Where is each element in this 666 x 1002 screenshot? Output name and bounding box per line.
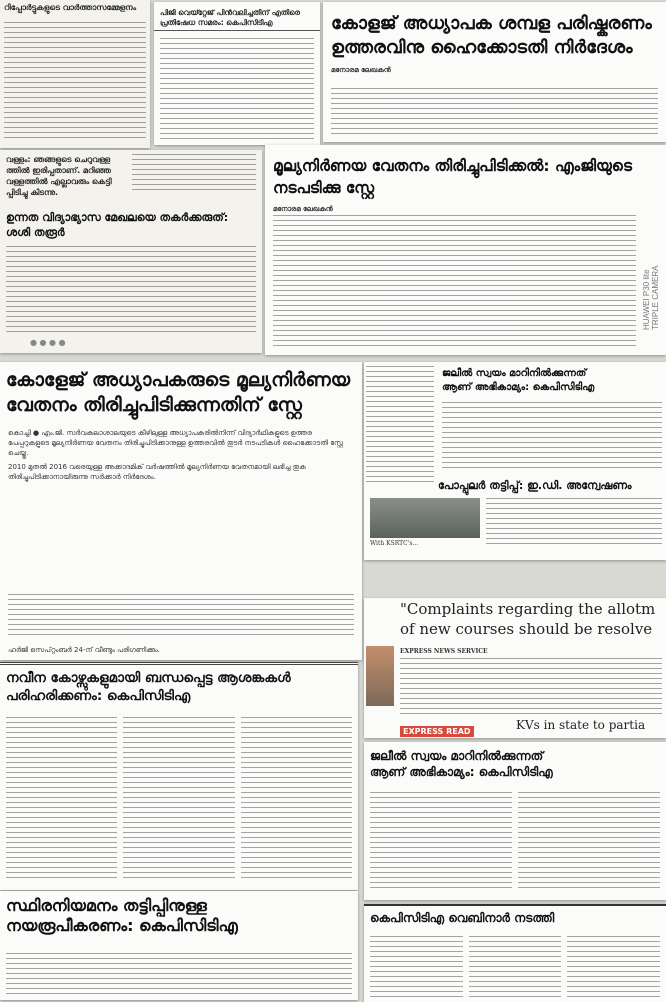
clipping-7b [364,598,666,738]
clipping-10 [0,891,358,1000]
clipping-7-text [442,402,662,472]
clipping-10-headline-1: സ്ഥിരനിയമനം തട്ടിപ്പിനുള്ള [6,896,207,915]
watermark-text [642,266,660,330]
clipping-7-sidebar-text [366,366,434,486]
clipping-11-col-2 [469,936,562,1000]
clipping-7-quote-1: "Complaints regarding the allotm [400,600,656,618]
watermark-line-1: HUAWEI P30 lite [642,269,651,330]
clipping-11-columns [370,936,660,1000]
clipping-8-col-3 [241,717,352,882]
clipping-4-text [6,246,256,333]
carousel-dots: ● ● ● ● [30,338,66,347]
clipping-5-headline: മൂല്യനിർണയ വേതനം തിരിച്ചുപിടിക്കൽ: എംജിയുടെ നടപടിക്കു സ്റ്റേ [273,157,632,197]
clipping-10-text [6,953,352,998]
clipping-7-text-3 [400,658,662,718]
clipping-7-text-2 [486,498,662,548]
clipping-11-col-1 [370,936,463,1000]
clipping-8 [0,662,358,890]
clipping-1-text [4,22,146,142]
clipping-5-byline: മനോരമ ലേഖകൻ [273,205,333,213]
clipping-1-headline: റിപ്പോർട്ടുകളുടെ വാർത്താസമ്മേളനം [4,3,137,12]
clipping-8-headline-1: നവീന കോഴ്സുകളുമായി ബന്ധപ്പെട്ട ആശങ്കകൾ [6,670,291,686]
clipping-1 [0,0,150,148]
clipping-6-headline: കോളേജ് അധ്യാപകരുടെ മൂല്യനിർണയ വേതനം തിരിച്ചുപിടിക്കുന്നതിന് സ്റ്റേ [6,369,351,416]
clipping-2-text [160,38,314,139]
camera-watermark [640,210,662,340]
clipping-3 [323,2,666,142]
clipping-4-headline: ഉന്നത വിദ്യാഭ്യാസ മേഖലയെ തകർക്കരുത്: ശശി തരൂർ [6,211,229,239]
watermark-line-2: TRIPLE CAMERA [651,265,660,330]
clipping-7-photo [370,498,480,538]
clipping-9 [364,742,666,900]
clipping-7-kicker: EXPRESS READ [400,726,474,737]
clipping-3-text [331,88,658,136]
clipping-8-columns [6,717,352,882]
clipping-4 [0,150,262,353]
clipping-9-headline-1: ജലീൽ സ്വയം മാറിനിൽക്കുന്നത് [370,749,544,763]
clipping-7 [364,362,666,560]
clipping-2 [154,2,320,145]
clipping-11 [364,904,666,1002]
clipping-2-headline: പിജി വെയ്റ്റേജ് പിൻവലിച്ചതിന് എതിരെ പ്രതിഷേധ സമരം: കെപിസിടിഎ [154,2,320,31]
clipping-6 [0,362,362,660]
clipping-9-columns [370,792,660,892]
clipping-6-para-1: കൊച്ചി ● എം.ജി. സർവകലാശാലയുടെ കീഴിലുള്ള അധ്യാപകരിൽനിന്ന് വിദ്യാർഥികളുടെ ഉത്തര പേപ്പറുകളുടെ മൂല്യനിർണയ വേതനം തിരിച്ചുപിടിക്കാനുള്ള ഉത്തരവിൽ തുടർ നടപടികൾ ഹൈക്കോടതി സ്റ്റേ ചെയ്തു. [8,429,343,457]
clipping-5 [265,145,666,355]
clipping-9-col-1 [370,792,512,892]
clipping-7-subhead: പോപ്പുലർ തട്ടിപ്പ്: ഇ.ഡി. അന്വേഷണം [438,479,632,492]
clipping-3-headline: കോളജ് അധ്യാപക ശമ്പള പരിഷ്കരണം ഉത്തരവിനു ഹൈക്കോടതി നിർദേശം [331,13,652,58]
clipping-10-headline-2: നയരൂപീകരണം: കെപിസിടിഎ [6,916,238,936]
clipping-6-para-3: ഹർജി സെപ്റ്റംബർ 24-ന് വീണ്ടും പരിഗണിക്കും. [8,646,160,654]
clipping-9-headline-2: ആണ് അഭികാമ്യം: കെപിസിടിഎ [370,764,553,779]
clipping-7-headline-1: ജലീൽ സ്വയം മാറിനിൽക്കുന്നത് [442,368,587,379]
clipping-7-kv: KVs in state to partia [516,718,646,732]
clipping-7-caption: With KSRTC's... [370,540,419,547]
clipping-8-col-1 [6,717,117,882]
clipping-8-headline-2: പരിഹരിക്കണം: കെപിസിടിഎ [6,687,191,704]
clipping-5-text [273,215,636,347]
clipping-9-col-2 [518,792,660,892]
clipping-7-service: EXPRESS NEWS SERVICE [400,648,488,655]
clipping-6-para-2: 2010 മുതൽ 2016 വരെയുള്ള അക്കാദമിക് വർഷത്തിൽ മൂല്യനിർണയ വേതനമായി ലഭിച്ച തുക തിരിച്ചുപിടിക്കാനായിരുന്നു സർക്കാർ നിർദേശം. [8,463,306,481]
clipping-7-quote-2: of new courses should be resolve [400,620,653,638]
clipping-7-photo-2 [366,646,394,706]
clipping-8-col-2 [123,717,234,882]
clipping-4-lead-text [132,154,256,192]
clipping-7-headline-2: ആണ് അഭികാമ്യം: കെപിസിടിഎ [442,382,595,393]
clipping-4-lead: വള്ളം: ഞങ്ങളുടെ ചെറുവള്ള ത്തിൽ ഇരിപ്പതാണ്. മറിഞ്ഞ വള്ളത്തിൽ എല്ലാവരും കെട്ടി പ്പിടിച്ചു കിടന്നു. [6,155,112,197]
clipping-11-col-3 [567,936,660,1000]
clipping-11-headline: കെപിസിടിഎ വെബിനാർ നടത്തി [370,911,555,925]
clipping-6-text [8,594,354,638]
clipping-3-byline: മനോരമ ലേഖകൻ [331,66,391,74]
